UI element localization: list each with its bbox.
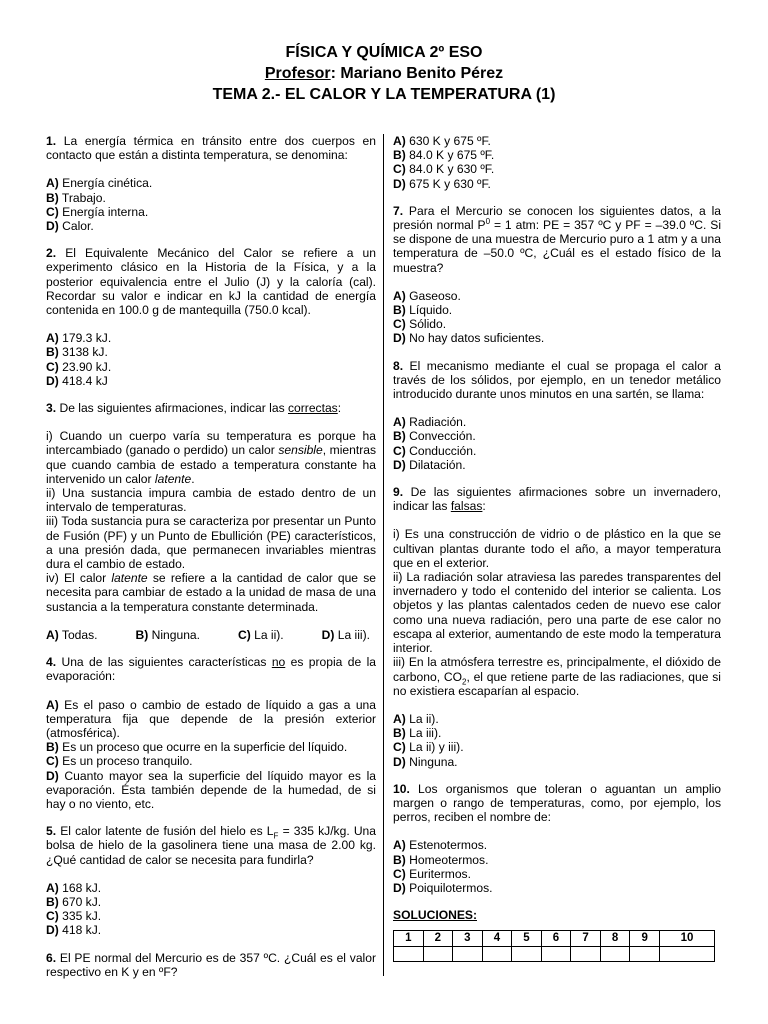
solution-header-cell: 6 — [541, 931, 571, 946]
option-c: C) Sólido. — [393, 317, 447, 332]
professor-label: Profesor — [264, 65, 331, 82]
professor-line — [0, 63, 768, 84]
question-8 — [393, 359, 721, 472]
option-d: D) Calor. — [46, 219, 94, 234]
option-b: B) Es un proceso que ocurre en la superficie del líquido. — [46, 740, 348, 755]
option-b: B) Homeotermos. — [393, 852, 489, 867]
question-stem: El Equivalente Mecánico del Calor se refiere a un experimento clásico en la Historia de la Física, y a la posterior equivalencia entre el Julio (J) y la caloría (cal). Recordar su valor e indicar en kJ la cantidad de energía contenida en 100.0 g de mantequilla (750.0 kcal). — [46, 246, 376, 318]
answer-cell[interactable] — [423, 946, 453, 961]
option-d: D) No hay datos suficientes. — [393, 331, 545, 346]
question-5: 5. El calor latente de fusión del hielo es $L_F = 335$ kJ/kg. Una bolsa de hielo de la gasolinera tiene una masa de 2.00 kg. ¿Qué cantidad de calor se necesita para fundirla? A) 168 kJ. B) 670 kJ. C) 335 kJ. D) 418 kJ. — [46, 824, 377, 938]
answer-cell[interactable] — [453, 946, 483, 961]
option-c: C) Euritermos. — [393, 866, 471, 881]
question-stem: El mecanismo mediante el cual se propaga el calor a través de los sólidos, por ejemplo, en un tenedor metálico introducido durante unos minutos en una sartén, se llama: — [393, 358, 721, 402]
option-d: D) 675 K y 630 ºF. — [393, 176, 491, 191]
option-c: C) Energía interna. — [46, 204, 149, 219]
question-number: 3. — [46, 401, 57, 416]
option-c: C) 335 kJ. — [46, 909, 102, 924]
right-column — [393, 134, 721, 962]
statement-i: i) Es una construcción de vidrio o de plástico en la que se cultivan plantas durante todo el año, a mayor temperatura que en el exterior. — [393, 527, 721, 570]
course-title: FÍSICA Y QUÍMICA 2º ESO — [285, 44, 483, 61]
question-number: 6. — [46, 950, 57, 965]
question-stem: Los organismos que toleran o aguantan un amplio margen o rango de temperaturas, como, por ejemplo, los perros, reciben el nombre de: — [393, 781, 721, 825]
option-d: D) Dilatación. — [393, 457, 466, 472]
option-b: B) Convección. — [393, 429, 476, 444]
option-c: C) La ii). — [237, 627, 284, 642]
option-a: A) Energía cinética. — [46, 176, 153, 191]
question-number: 5. — [46, 824, 57, 839]
solution-header-cell: 2 — [423, 931, 453, 946]
question-number: 2. — [46, 246, 57, 261]
question-number: 7. — [393, 203, 404, 218]
option-d: D) Poiquilotermos. — [393, 880, 493, 895]
option-b: B) 3138 kJ. — [46, 345, 108, 360]
option-a: A) Gaseoso. — [393, 288, 461, 303]
column-divider — [383, 134, 384, 976]
option-a: A) Es el paso o cambio de estado de líquido a gas a una temperatura fija que depende de la presión exterior (atmosférica). — [46, 697, 376, 740]
option-b: B) Trabajo. — [46, 190, 106, 205]
option-a: A) 630 K y 675 ºF. — [393, 134, 491, 148]
answer-cell[interactable] — [512, 946, 542, 961]
option-a: A) Radiación. — [393, 415, 467, 430]
question-3: 3. De las siguientes afirmaciones, indicar las correctas: i) Cuando un cuerpo varía su temperatura es porque ha intercambiado (ganado o perdido) un calor sensible, mientras que cuando cambia de estado a temperatura constante ha intervenido un calor latente. ii) Una sustancia impura cambia de estado dentro de un intervalo de temperaturas. iii) Toda sustancia pura se caracteriza por presentar un Punto de Fusión (PF) y un Punto de Ebullición (PE) característicos, a una presión dada, que permanecen invariables mientras dura el cambio de estado. iv) El calor latente se refiere a la cantidad de calor que se necesita para cambiar de estado a la unidad de masa de una sustancia a la temperatura constante determinada. A) Todas. B) Ninguna. C) La ii). D) La iii). — [46, 401, 376, 642]
solution-header-cell: 10 — [659, 931, 714, 946]
option-c: C) Es un proceso tranquilo. — [46, 754, 193, 769]
question-9: 9. De las siguientes afirmaciones sobre un invernadero, indicar las falsas: i) Es una construcción de vidrio o de plástico en la que se cultivan plantas durante todo el año, a mayor temperatura que en el exterior. ii) La radiación solar atraviesa las paredes transparentes del invernadero y todo el contenido del interior se calienta. Los objetos y las plantas calentados ceden de nuevo ese calor como una nueva radiación, pero una parte de ese calor no escapa al exterior, aumentando de este modo la temperatura interior. iii) En la atmósfera terrestre es, principalmente, el dióxido de carbono, $CO_2$, el que retiene parte de las radiaciones, que si no existiera escaparían al espacio. A) La ii). B) La iii). C) La ii) y iii). D) Ninguna. — [393, 485, 721, 769]
answer-cell[interactable] — [630, 946, 660, 961]
question-stem: El PE normal del Mercurio es de 357 ºC. ¿Cuál es el valor respectivo en K y en ºF? — [46, 950, 376, 979]
question-6 — [46, 951, 376, 979]
solutions-title: SOLUCIONES: — [393, 908, 477, 923]
solution-header-cell: 7 — [571, 931, 601, 946]
option-d: D) La iii). — [321, 627, 370, 642]
option-d: D) Cuanto mayor sea la superficie del líquido mayor es la evaporación. Ésta también depende de la humedad, de si hay o no viento, etc. — [46, 768, 376, 811]
solutions-table — [393, 930, 715, 961]
solution-header-cell: 5 — [512, 931, 542, 946]
solutions-answer-row — [394, 946, 715, 961]
question-number: 4. — [46, 655, 57, 670]
question-number: 9. — [393, 485, 404, 500]
question-10 — [393, 782, 721, 895]
option-d: D) 418.4 kJ — [46, 373, 108, 388]
page-header — [0, 42, 768, 105]
solution-header-cell: 1 — [394, 931, 424, 946]
answer-cell[interactable] — [482, 946, 512, 961]
answer-cell[interactable] — [659, 946, 714, 961]
statement-ii: ii) Una sustancia impura cambia de estado dentro de un intervalo de temperaturas. — [46, 486, 376, 515]
statement-iii: iii) En la atmósfera terrestre es, principalmente, el dióxido de carbono, $CO_2$, el que retiene parte de las radiaciones, que si no existiera escaparían al espacio. — [393, 655, 721, 698]
options-row — [46, 628, 376, 642]
answer-cell[interactable] — [541, 946, 571, 961]
option-b: B) 84.0 K y 675 ºF. — [393, 148, 495, 163]
statement-iv: iv) El calor latente se refiere a la cantidad de calor que se necesita para cambiar de estado a la unidad de masa de una sustancia a la temperatura constante determinada. — [46, 571, 376, 614]
question-stem: La energía térmica en tránsito entre dos cuerpos en contacto que están a distinta temperatura, se denomina: — [46, 134, 376, 163]
statement-iii: iii) Toda sustancia pura se caracteriza por presentar un Punto de Fusión (PF) y un Punto de Ebullición (PE) característicos, a una presión dada, que permanecen invariables mientras dura el cambio de estado. — [46, 514, 376, 572]
option-b: B) Líquido. — [393, 303, 453, 318]
option-a: A) Estenotermos. — [393, 838, 488, 853]
left-column — [46, 134, 376, 992]
option-d: D) Ninguna. — [393, 754, 458, 769]
question-number: 8. — [393, 358, 404, 373]
option-c: C) 84.0 K y 630 ºF. — [393, 162, 495, 177]
statement-i: i) Cuando un cuerpo varía su temperatura es porque ha intercambiado (ganado o perdido) un calor sensible, mientras que cuando cambia de estado a temperatura constante ha intervenido un calor latente. — [46, 429, 376, 486]
option-a: A) La ii). — [393, 711, 439, 726]
answer-cell[interactable] — [394, 946, 424, 961]
solutions-header-row — [394, 931, 715, 946]
question-1 — [46, 134, 376, 233]
solution-header-cell: 4 — [482, 931, 512, 946]
option-a: A) 168 kJ. — [46, 880, 102, 895]
question-4: 4. Una de las siguientes características no es propia de la evaporación: A) Es el paso o cambio de estado de líquido a gas a una temperatura fija que depende de la presión exterior (atmosférica). B) Es un proceso que ocurre en la superficie del líquido. C) Es un proceso tranquilo. D) Cuanto mayor sea la superficie del líquido mayor es la evaporación. Ésta también depende de la humedad, de si hay o no viento, etc. — [46, 655, 376, 811]
option-c: C) 23.90 kJ. — [46, 359, 112, 374]
statement-ii: ii) La radiación solar atraviesa las paredes transparentes del invernadero y todo el contenido del interior se calienta. Los objetos y las plantas calentados ceden de nuevo ese calor como una nueva radiación, pero una parte de ese calor no escapa al exterior, aumentando de este modo la temperatura interior. — [393, 570, 721, 656]
option-a: A) Todas. — [46, 627, 98, 642]
question-number: 10. — [393, 781, 410, 796]
question-7: 7. Para el Mercurio se conocen los siguientes datos, a la presión normal $P^0 = 1$ atm: PE = 357 ºC y PF = –39.0 ºC. Si se dispone de una muestra de Mercurio puro a 1 atm y a una temperatura de –50.0 ºC, ¿Cuál es el estado físico de la muestra? A) Gaseoso. B) Líquido. C) Sólido. D) No hay datos suficientes. — [393, 203, 722, 346]
solution-header-cell: 8 — [600, 931, 630, 946]
option-c: C) Conducción. — [393, 443, 477, 458]
option-a: A) 179.3 kJ. — [46, 331, 112, 346]
professor-name: : Mariano Benito Pérez — [330, 65, 504, 82]
answer-cell[interactable] — [600, 946, 630, 961]
question-number: 1. — [46, 134, 57, 148]
option-b: B) La iii). — [393, 726, 442, 741]
question-6-options — [393, 134, 721, 191]
answer-cell[interactable] — [571, 946, 601, 961]
solution-header-cell: 3 — [453, 931, 483, 946]
option-d: D) 418 kJ. — [46, 923, 102, 938]
option-b: B) Ninguna. — [135, 627, 201, 642]
option-c: C) La ii) y iii). — [393, 740, 464, 755]
topic-title: TEMA 2.- EL CALOR Y LA TEMPERATURA (1) — [212, 86, 556, 103]
solution-header-cell: 9 — [630, 931, 660, 946]
question-2 — [46, 246, 376, 388]
option-b: B) 670 kJ. — [46, 894, 102, 909]
